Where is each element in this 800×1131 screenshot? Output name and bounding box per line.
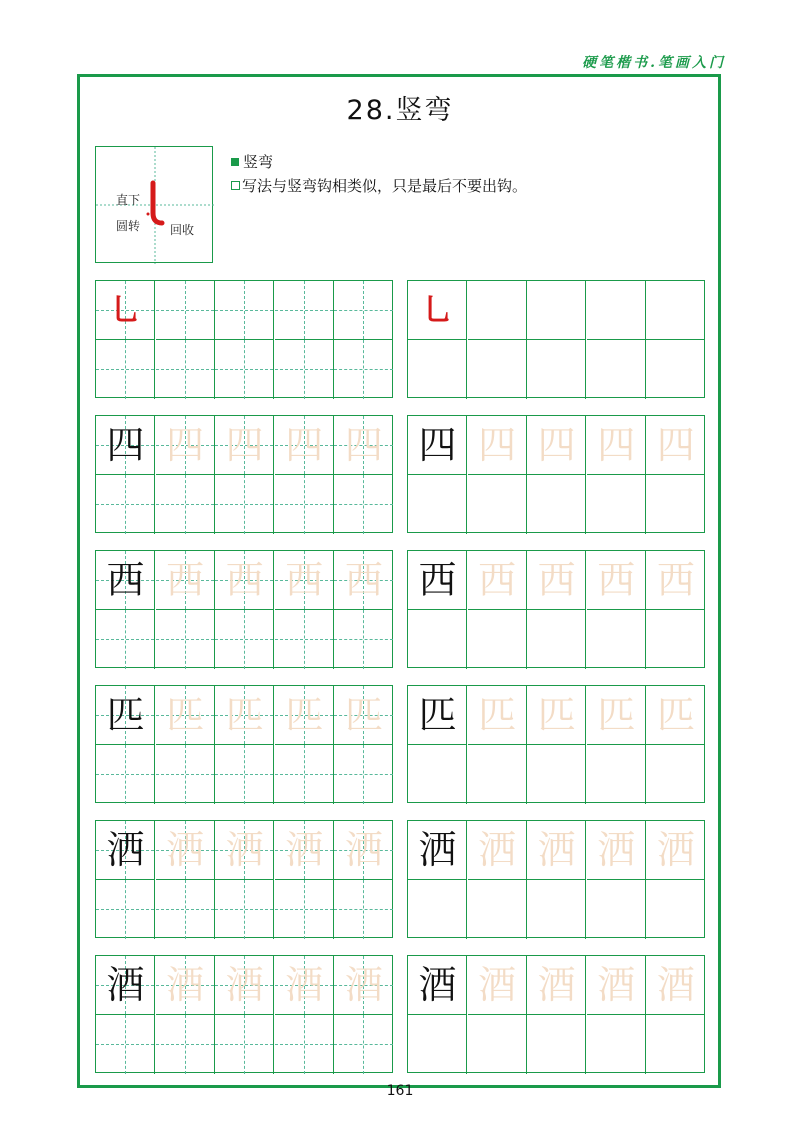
- trace-character: 酒: [285, 963, 324, 1007]
- trace-character: 酒: [344, 963, 383, 1007]
- practice-cell[interactable]: [527, 956, 586, 1015]
- model-character: 洒: [106, 828, 145, 872]
- practice-cell[interactable]: [96, 281, 155, 340]
- practice-cell[interactable]: [156, 281, 215, 340]
- practice-cell[interactable]: [275, 475, 334, 534]
- practice-cell[interactable]: [408, 821, 467, 880]
- trace-character: 四: [537, 423, 576, 467]
- stroke-name: 竖弯: [243, 153, 274, 171]
- model-character: 西: [418, 558, 457, 602]
- practice-cell[interactable]: [468, 1015, 527, 1074]
- practice-cell[interactable]: [468, 745, 527, 804]
- practice-cell[interactable]: [275, 745, 334, 804]
- practice-cell[interactable]: [468, 416, 527, 475]
- practice-cell[interactable]: [215, 416, 274, 475]
- practice-cell[interactable]: [334, 686, 393, 745]
- practice-cell[interactable]: [527, 610, 586, 669]
- practice-cell[interactable]: [527, 340, 586, 399]
- practice-cell[interactable]: [646, 1015, 705, 1074]
- trace-character: 洒: [285, 828, 324, 872]
- practice-block: [95, 280, 393, 398]
- practice-cell[interactable]: [468, 956, 527, 1015]
- stroke-description: [231, 150, 527, 198]
- practice-block: [407, 550, 705, 668]
- practice-cell[interactable]: [468, 880, 527, 939]
- trace-character: 四: [597, 423, 636, 467]
- practice-cell[interactable]: [587, 956, 646, 1015]
- empty-square-icon: [231, 181, 240, 190]
- trace-character: 四: [285, 423, 324, 467]
- practice-cell[interactable]: [334, 1015, 393, 1074]
- practice-cell[interactable]: [96, 340, 155, 399]
- practice-cell[interactable]: [275, 1015, 334, 1074]
- practice-cell[interactable]: [334, 281, 393, 340]
- practice-cell[interactable]: [527, 686, 586, 745]
- practice-cell[interactable]: [527, 1015, 586, 1074]
- practice-cell[interactable]: [215, 551, 274, 610]
- practice-cell[interactable]: [215, 281, 274, 340]
- practice-cell[interactable]: [96, 475, 155, 534]
- trace-character: 匹: [225, 693, 264, 737]
- practice-cell[interactable]: [215, 1015, 274, 1074]
- practice-cell[interactable]: [156, 880, 215, 939]
- trace-character: 匹: [537, 693, 576, 737]
- practice-cell[interactable]: [646, 745, 705, 804]
- trace-character: 西: [597, 558, 636, 602]
- trace-character: 四: [478, 423, 517, 467]
- model-character: 酒: [418, 963, 457, 1007]
- trace-character: 酒: [537, 963, 576, 1007]
- practice-cell[interactable]: [408, 956, 467, 1015]
- trace-character: 匹: [597, 693, 636, 737]
- practice-cell[interactable]: [527, 821, 586, 880]
- stroke-demo-box: [95, 146, 213, 263]
- trace-character: 洒: [478, 828, 517, 872]
- trace-character: 匹: [478, 693, 517, 737]
- practice-cell[interactable]: [468, 281, 527, 340]
- page-number: 161: [386, 1083, 414, 1099]
- trace-character: 四: [166, 423, 205, 467]
- model-character: 乚: [110, 293, 141, 328]
- practice-cell[interactable]: [646, 686, 705, 745]
- practice-cell[interactable]: [587, 745, 646, 804]
- practice-cell[interactable]: [156, 956, 215, 1015]
- practice-cell[interactable]: [408, 1015, 467, 1074]
- demo-label-round-turn: 圆转: [116, 219, 141, 233]
- book-title: 硬笔楷书.笔画入门: [582, 55, 726, 71]
- trace-character: 匹: [656, 693, 695, 737]
- practice-cell[interactable]: [275, 821, 334, 880]
- practice-cell[interactable]: [334, 880, 393, 939]
- practice-cell[interactable]: [156, 821, 215, 880]
- practice-cell[interactable]: [587, 880, 646, 939]
- practice-block: [95, 820, 393, 938]
- practice-cell[interactable]: [408, 745, 467, 804]
- practice-cell[interactable]: [468, 475, 527, 534]
- practice-cell[interactable]: [527, 475, 586, 534]
- lesson-title: 28.竖弯: [346, 95, 454, 126]
- practice-cell[interactable]: [408, 880, 467, 939]
- practice-cell[interactable]: [96, 1015, 155, 1074]
- practice-cell[interactable]: [96, 686, 155, 745]
- practice-cell[interactable]: [468, 551, 527, 610]
- practice-block: [95, 550, 393, 668]
- practice-cell[interactable]: [468, 821, 527, 880]
- filled-square-icon: [231, 158, 239, 166]
- practice-cell[interactable]: [646, 880, 705, 939]
- practice-cell[interactable]: [587, 686, 646, 745]
- trace-character: 酒: [597, 963, 636, 1007]
- practice-cell[interactable]: [96, 416, 155, 475]
- trace-character: 洒: [597, 828, 636, 872]
- practice-block: [407, 415, 705, 533]
- trace-character: 匹: [285, 693, 324, 737]
- model-character: 西: [106, 558, 145, 602]
- trace-character: 洒: [656, 828, 695, 872]
- practice-cell[interactable]: [587, 416, 646, 475]
- practice-cell[interactable]: [156, 340, 215, 399]
- trace-character: 洒: [225, 828, 264, 872]
- trace-character: 洒: [344, 828, 383, 872]
- practice-cell[interactable]: [275, 416, 334, 475]
- practice-cell[interactable]: [646, 281, 705, 340]
- practice-cell[interactable]: [408, 475, 467, 534]
- practice-cell[interactable]: [275, 880, 334, 939]
- trace-character: 洒: [166, 828, 205, 872]
- trace-character: 酒: [166, 963, 205, 1007]
- demo-label-return: 回收: [170, 223, 195, 237]
- practice-cell[interactable]: [468, 340, 527, 399]
- practice-cell[interactable]: [334, 551, 393, 610]
- model-character: 四: [106, 423, 145, 467]
- practice-cell[interactable]: [468, 686, 527, 745]
- practice-cell[interactable]: [275, 340, 334, 399]
- practice-cell[interactable]: [334, 475, 393, 534]
- practice-cell[interactable]: [408, 281, 467, 340]
- practice-cell[interactable]: [646, 340, 705, 399]
- practice-cell[interactable]: [646, 551, 705, 610]
- practice-cell[interactable]: [96, 551, 155, 610]
- practice-cell[interactable]: [527, 551, 586, 610]
- trace-character: 酒: [478, 963, 517, 1007]
- practice-cell[interactable]: [334, 956, 393, 1015]
- practice-cell[interactable]: [215, 340, 274, 399]
- trace-character: 西: [225, 558, 264, 602]
- practice-cell[interactable]: [646, 475, 705, 534]
- practice-cell[interactable]: [334, 821, 393, 880]
- practice-cell[interactable]: [408, 551, 467, 610]
- practice-cell[interactable]: [587, 821, 646, 880]
- practice-cell[interactable]: [527, 416, 586, 475]
- practice-cell[interactable]: [96, 880, 155, 939]
- practice-cell[interactable]: [646, 956, 705, 1015]
- practice-cell[interactable]: [408, 686, 467, 745]
- practice-block: [407, 820, 705, 938]
- trace-character: 西: [537, 558, 576, 602]
- practice-cell[interactable]: [156, 745, 215, 804]
- trace-character: 西: [285, 558, 324, 602]
- practice-cell[interactable]: [646, 610, 705, 669]
- practice-cell[interactable]: [334, 416, 393, 475]
- practice-block: [407, 955, 705, 1073]
- trace-character: 西: [166, 558, 205, 602]
- practice-cell[interactable]: [408, 340, 467, 399]
- practice-cell[interactable]: [96, 956, 155, 1015]
- practice-cell[interactable]: [215, 956, 274, 1015]
- trace-character: 四: [225, 423, 264, 467]
- practice-block: [95, 415, 393, 533]
- practice-cell[interactable]: [156, 416, 215, 475]
- trace-character: 酒: [225, 963, 264, 1007]
- practice-cell[interactable]: [215, 821, 274, 880]
- trace-character: 西: [656, 558, 695, 602]
- practice-cell[interactable]: [215, 610, 274, 669]
- demo-label-straight-down: 直下: [116, 193, 141, 207]
- trace-character: 西: [478, 558, 517, 602]
- practice-cell[interactable]: [215, 686, 274, 745]
- practice-cell[interactable]: [275, 610, 334, 669]
- practice-cell[interactable]: [527, 281, 586, 340]
- practice-cell[interactable]: [646, 821, 705, 880]
- trace-character: 匹: [166, 693, 205, 737]
- practice-cell[interactable]: [527, 745, 586, 804]
- practice-block: [95, 955, 393, 1073]
- practice-cell[interactable]: [408, 610, 467, 669]
- practice-cell[interactable]: [215, 745, 274, 804]
- trace-character: 洒: [537, 828, 576, 872]
- practice-cell[interactable]: [408, 416, 467, 475]
- practice-cell[interactable]: [275, 551, 334, 610]
- model-character: 匹: [106, 693, 145, 737]
- trace-character: 四: [344, 423, 383, 467]
- practice-cell[interactable]: [156, 686, 215, 745]
- practice-cell[interactable]: [587, 281, 646, 340]
- model-character: 酒: [106, 963, 145, 1007]
- practice-cell[interactable]: [587, 340, 646, 399]
- practice-block: [95, 685, 393, 803]
- practice-cell[interactable]: [587, 1015, 646, 1074]
- model-character: 乚: [422, 293, 453, 328]
- practice-cell[interactable]: [468, 610, 527, 669]
- practice-cell[interactable]: [96, 610, 155, 669]
- practice-cell[interactable]: [96, 821, 155, 880]
- practice-cell[interactable]: [646, 416, 705, 475]
- practice-cell[interactable]: [156, 1015, 215, 1074]
- practice-cell[interactable]: [334, 340, 393, 399]
- trace-character: 四: [656, 423, 695, 467]
- practice-cell[interactable]: [527, 880, 586, 939]
- practice-cell[interactable]: [215, 475, 274, 534]
- practice-cell[interactable]: [587, 551, 646, 610]
- practice-block: [407, 280, 705, 398]
- model-character: 四: [418, 423, 457, 467]
- practice-cell[interactable]: [215, 880, 274, 939]
- trace-character: 酒: [656, 963, 695, 1007]
- vertical-bend-stroke-icon: [153, 183, 162, 223]
- model-character: 洒: [418, 828, 457, 872]
- practice-cell[interactable]: [275, 281, 334, 340]
- practice-cell[interactable]: [587, 475, 646, 534]
- practice-cell[interactable]: [334, 610, 393, 669]
- practice-cell[interactable]: [96, 745, 155, 804]
- trace-character: 西: [344, 558, 383, 602]
- practice-cell[interactable]: [334, 745, 393, 804]
- practice-cell[interactable]: [156, 551, 215, 610]
- practice-block: [407, 685, 705, 803]
- practice-cell[interactable]: [156, 610, 215, 669]
- model-character: 匹: [418, 693, 457, 737]
- practice-cell[interactable]: [275, 686, 334, 745]
- trace-character: 匹: [344, 693, 383, 737]
- stroke-description-text: 写法与竖弯钩相类似，只是最后不要出钩。: [242, 177, 528, 195]
- practice-cell[interactable]: [275, 956, 334, 1015]
- practice-cell[interactable]: [587, 610, 646, 669]
- practice-cell[interactable]: [156, 475, 215, 534]
- demo-grid: [96, 147, 214, 264]
